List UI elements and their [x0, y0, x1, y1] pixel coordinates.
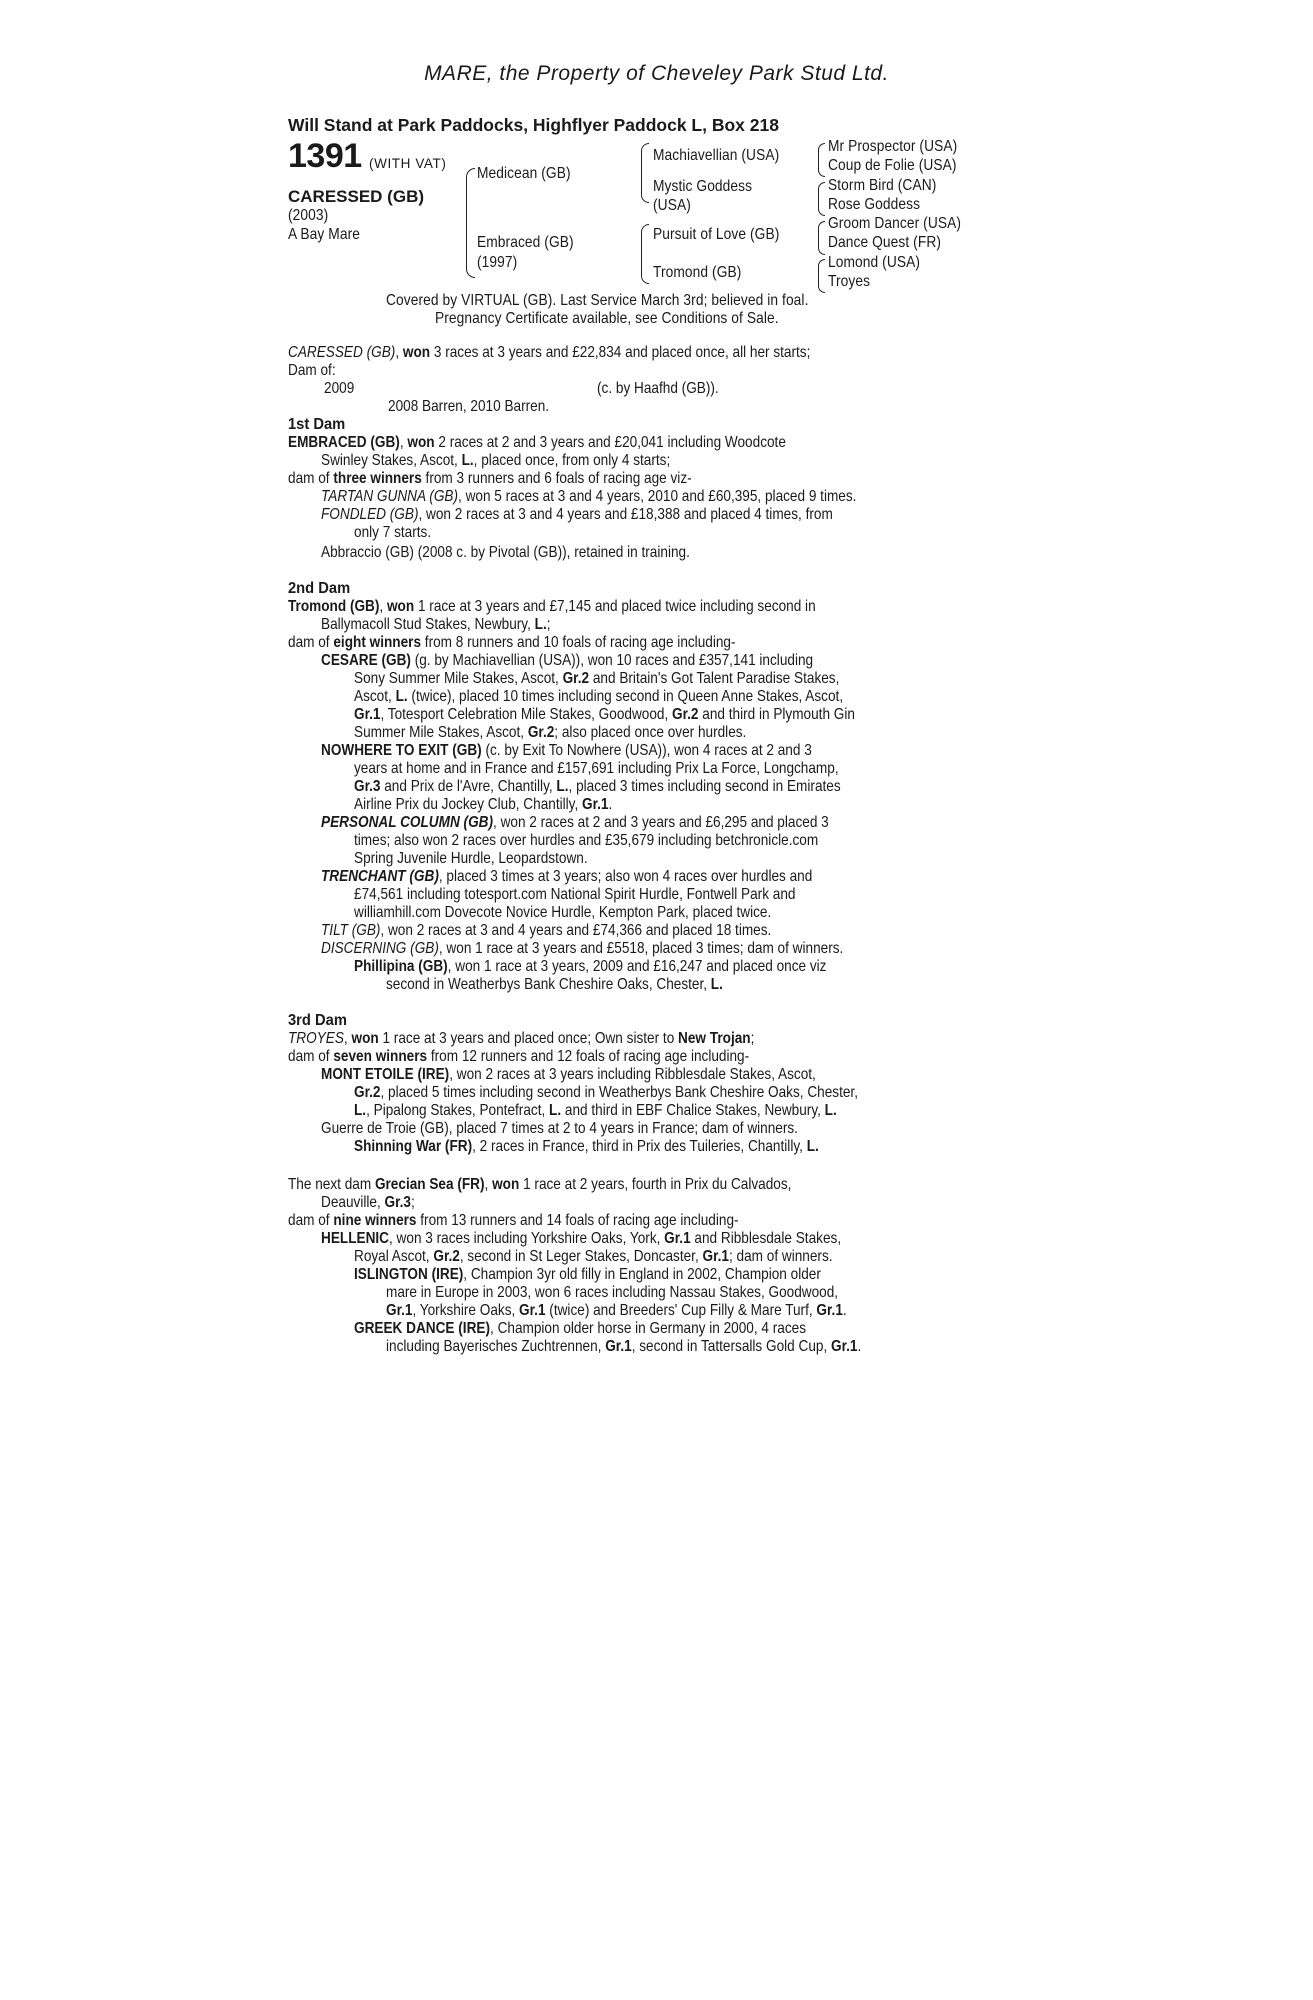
first-dam-produce: dam of three winners from 3 runners and 6 foals of racing age viz- — [288, 470, 692, 487]
first-dam-record: EMBRACED (GB), won 2 races at 2 and 3 years and £20,041 including Woodcote — [288, 434, 786, 451]
guerre-de-troie: Guerre de Troie (GB), placed 7 times at 2 to 4 years in France; dam of winners. — [321, 1120, 798, 1137]
pedigree-dss: Groom Dancer (USA) — [828, 215, 962, 232]
horse-description: A Bay Mare — [288, 226, 360, 243]
trenchant-2: £74,561 including totesport.com National Spirit Hurdle, Fontwell Park and — [354, 886, 796, 903]
personal-column-3: Spring Juvenile Hurdle, Leopardstown. — [354, 850, 588, 867]
nowhere-to-exit-3: Gr.3 and Prix de l'Avre, Chantilly, L., placed 3 times including second in Emirates — [354, 778, 841, 795]
phillipina-2: second in Weatherbys Bank Cheshire Oaks, Chester, L. — [386, 976, 723, 993]
pregnancy-note: Pregnancy Certificate available, see Conditions of Sale. — [435, 310, 779, 327]
fondled-2: only 7 starts. — [354, 524, 432, 541]
trenchant-3: williamhill.com Dovecote Novice Hurdle, Kempton Park, placed twice. — [354, 904, 772, 921]
caressed-foal-desc: (c. by Haafhd (GB)). — [597, 380, 719, 397]
lot-number: 1391 — [288, 137, 362, 175]
second-dam-title: 2nd Dam — [288, 580, 351, 597]
shinning-war: Shinning War (FR), 2 races in France, third in Prix des Tuileries, Chantilly, L. — [354, 1138, 819, 1155]
pedigree-sire-sire: Machiavellian (USA) — [653, 147, 780, 164]
personal-column: PERSONAL COLUMN (GB), won 2 races at 2 and 3 years and £6,295 and placed 3 — [321, 814, 829, 831]
phillipina: Phillipina (GB), won 1 race at 3 years, 2009 and £16,247 and placed once viz — [354, 958, 827, 975]
brace-sd — [818, 182, 825, 216]
brace-ds — [818, 221, 825, 255]
cesare-3: Ascot, L. (twice), placed 10 times including second in Queen Anne Stakes, Ascot, — [354, 688, 844, 705]
greek-dance-2: including Bayerisches Zuchtrennen, Gr.1, second in Tattersalls Gold Cup, Gr.1. — [386, 1338, 862, 1355]
discerning: DISCERNING (GB), won 1 race at 3 years and £5518, placed 3 times; dam of winners. — [321, 940, 844, 957]
mont-etoile-2: Gr.2, placed 5 times including second in Weatherbys Bank Cheshire Oaks, Chester, — [354, 1084, 858, 1101]
islington: ISLINGTON (IRE), Champion 3yr old filly in England in 2002, Champion older — [354, 1266, 821, 1283]
second-dam-record: Tromond (GB), won 1 race at 3 years and £7,145 and placed twice including second in — [288, 598, 816, 615]
caressed-dam-of: Dam of: — [288, 362, 336, 379]
cesare-5: Summer Mile Stakes, Ascot, Gr.2; also placed once over hurdles. — [354, 724, 747, 741]
mont-etoile-3: L., Pipalong Stakes, Pontefract, L. and third in EBF Chalice Stakes, Newbury, L. — [354, 1102, 837, 1119]
nowhere-to-exit-2: years at home and in France and £157,691 including Prix La Force, Longchamp, — [354, 760, 839, 777]
tartan-gunna: TARTAN GUNNA (GB), won 5 races at 3 and 4 years, 2010 and £60,395, placed 9 times. — [321, 488, 857, 505]
pedigree-sds: Storm Bird (CAN) — [828, 177, 937, 194]
islington-3: Gr.1, Yorkshire Oaks, Gr.1 (twice) and Breeders' Cup Filly & Mare Turf, Gr.1. — [386, 1302, 847, 1319]
cesare-2: Sony Summer Mile Stakes, Ascot, Gr.2 and Britain's Got Talent Paradise Stakes, — [354, 670, 840, 687]
brace-dam — [641, 224, 649, 284]
covered-note: Covered by VIRTUAL (GB). Last Service March 3rd; believed in foal. — [386, 292, 809, 309]
personal-column-2: times; also won 2 races over hurdles and £35,679 including betchronicle.com — [354, 832, 819, 849]
next-dam-produce: dam of nine winners from 13 runners and 14 foals of racing age including- — [288, 1212, 739, 1229]
first-dam-record-2: Swinley Stakes, Ascot, L., placed once, from only 4 starts; — [321, 452, 671, 469]
third-dam-produce: dam of seven winners from 12 runners and 12 foals of racing age including- — [288, 1048, 750, 1065]
hellenic-2: Royal Ascot, Gr.2, second in St Leger Stakes, Doncaster, Gr.1; dam of winners. — [354, 1248, 833, 1265]
pedigree-sire-dam-2: (USA) — [653, 197, 691, 214]
fondled: FONDLED (GB), won 2 races at 3 and 4 years and £18,388 and placed 4 times, from — [321, 506, 833, 523]
pedigree-sdd: Rose Goddess — [828, 196, 921, 213]
brace-sire — [641, 143, 649, 203]
vat-label: (WITH VAT) — [369, 156, 447, 171]
page-header: MARE, the Property of Cheveley Park Stud Ltd. — [424, 62, 889, 85]
caressed-foal-year: 2009 — [324, 380, 355, 397]
pedigree-dam: Embraced (GB) — [477, 234, 574, 251]
pedigree-sire: Medicean (GB) — [477, 165, 571, 182]
brace-dd — [818, 259, 825, 293]
pedigree-dds: Lomond (USA) — [828, 254, 921, 271]
next-dam-record: The next dam Grecian Sea (FR), won 1 race at 2 years, fourth in Prix du Calvados, — [288, 1176, 792, 1193]
caressed-record: CARESSED (GB), won 3 races at 3 years and £22,834 and placed once, all her starts; — [288, 344, 811, 361]
pedigree-dam-year: (1997) — [477, 254, 518, 271]
cesare-4: Gr.1, Totesport Celebration Mile Stakes, Goodwood, Gr.2 and third in Plymouth Gin — [354, 706, 855, 723]
brace-ss — [818, 143, 825, 177]
second-dam-produce: dam of eight winners from 8 runners and 10 foals of racing age including- — [288, 634, 736, 651]
third-dam-title: 3rd Dam — [288, 1012, 347, 1029]
second-dam-record-2: Ballymacoll Stud Stakes, Newbury, L.; — [321, 616, 551, 633]
abbraccio: Abbraccio (GB) (2008 c. by Pivotal (GB)), retained in training. — [321, 544, 690, 561]
nowhere-to-exit: NOWHERE TO EXIT (GB) (c. by Exit To Nowhere (USA)), won 4 races at 2 and 3 — [321, 742, 812, 759]
cesare: CESARE (GB) (g. by Machiavellian (USA)), won 10 races and £357,141 including — [321, 652, 814, 669]
pedigree-ddd: Troyes — [828, 273, 871, 290]
trenchant: TRENCHANT (GB), placed 3 times at 3 years; also won 4 races over hurdles and — [321, 868, 813, 885]
greek-dance: GREEK DANCE (IRE), Champion older horse in Germany in 2000, 4 races — [354, 1320, 807, 1337]
first-dam-title: 1st Dam — [288, 416, 346, 433]
pedigree-dsd: Dance Quest (FR) — [828, 234, 942, 251]
pedigree-sire-dam: Mystic Goddess — [653, 178, 753, 195]
brace-gen1 — [466, 168, 475, 278]
hellenic: HELLENIC, won 3 races including Yorkshire Oaks, York, Gr.1 and Ribblesdale Stakes, — [321, 1230, 842, 1247]
tilt: TILT (GB), won 2 races at 3 and 4 years and £74,366 and placed 18 times. — [321, 922, 772, 939]
mont-etoile: MONT ETOILE (IRE), won 2 races at 3 years including Ribblesdale Stakes, Ascot, — [321, 1066, 816, 1083]
nowhere-to-exit-4: Airline Prix du Jockey Club, Chantilly, Gr.1. — [354, 796, 613, 813]
caressed-barren: 2008 Barren, 2010 Barren. — [388, 398, 550, 415]
pedigree-dam-sire: Pursuit of Love (GB) — [653, 226, 780, 243]
pedigree-ssd: Coup de Folie (USA) — [828, 157, 957, 174]
pedigree-dam-dam: Tromond (GB) — [653, 264, 742, 281]
horse-name: CARESSED (GB) — [288, 187, 425, 206]
third-dam-record: TROYES, won 1 race at 3 years and placed once; Own sister to New Trojan; — [288, 1030, 755, 1047]
stand-location: Will Stand at Park Paddocks, Highflyer Paddock L, Box 218 — [288, 115, 779, 135]
pedigree-sss: Mr Prospector (USA) — [828, 138, 958, 155]
islington-2: mare in Europe in 2003, won 6 races including Nassau Stakes, Goodwood, — [386, 1284, 839, 1301]
horse-year: (2003) — [288, 207, 329, 224]
next-dam-record-2: Deauville, Gr.3; — [321, 1194, 415, 1211]
